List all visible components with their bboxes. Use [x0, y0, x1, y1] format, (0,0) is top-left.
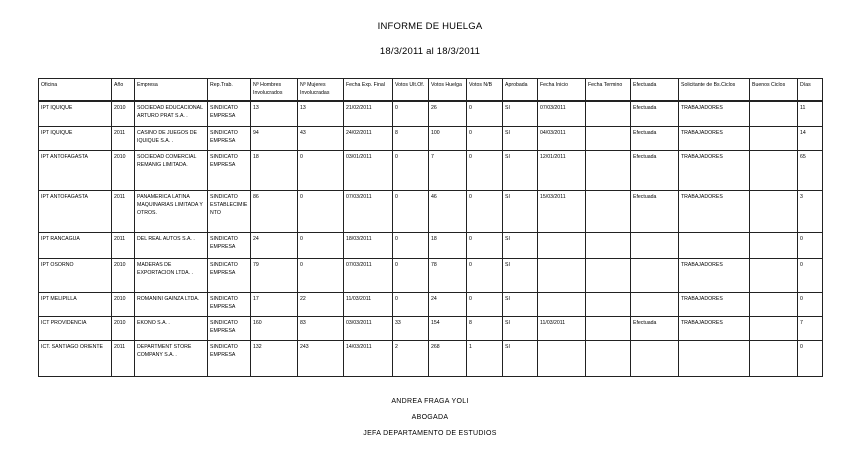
report-title: INFORME DE HUELGA: [377, 21, 483, 32]
table-cell: SINDICATO EMPRESA: [208, 340, 251, 376]
table-cell: 2010: [112, 101, 135, 126]
table-cell: IPT ANTOFAGASTA: [39, 150, 112, 190]
table-cell: 268: [429, 340, 467, 376]
table-cell: [631, 340, 679, 376]
table-row: [39, 126, 823, 150]
table-row: [39, 190, 823, 232]
table-cell: 0: [798, 258, 823, 292]
table-cell: Efectuada: [631, 316, 679, 340]
table-cell: 8: [467, 316, 503, 340]
table-cell: 0: [298, 150, 344, 190]
table-cell: [538, 258, 586, 292]
table-cell: 243: [298, 340, 344, 376]
table-cell: [538, 340, 586, 376]
table-cell: 2010: [112, 150, 135, 190]
table-cell: 11/03/2011: [538, 316, 586, 340]
table-cell: 13: [298, 101, 344, 126]
table-cell: TRABAJADORES: [679, 190, 750, 232]
table-cell: 83: [298, 316, 344, 340]
column-header: Buenos Ciclos: [750, 79, 798, 102]
table-cell: 11: [798, 101, 823, 126]
column-header: Fecha Exp. Final: [344, 79, 393, 102]
table-cell: 8: [393, 126, 429, 150]
table-cell: [679, 232, 750, 258]
column-header: Efectuada: [631, 79, 679, 102]
table-cell: SINDICATO EMPRESA: [208, 150, 251, 190]
table-cell: 07/03/2011: [538, 101, 586, 126]
table-cell: TRABAJADORES: [679, 316, 750, 340]
strike-report-table: [38, 78, 823, 377]
column-header: Fecha Termino: [586, 79, 631, 102]
table-cell: 46: [429, 190, 467, 232]
table-cell: [586, 258, 631, 292]
table-cell: 14/03/2011: [344, 340, 393, 376]
table-cell: [586, 316, 631, 340]
table-cell: [750, 258, 798, 292]
table-cell: Efectuada: [631, 101, 679, 126]
table-cell: 0: [393, 150, 429, 190]
table-cell: 2011: [112, 190, 135, 232]
table-cell: SI: [503, 316, 538, 340]
table-cell: MADERAS DE EXPORTACION LTDA. .: [135, 258, 208, 292]
table-cell: IPT IQUIQUE: [39, 126, 112, 150]
table-cell: ROMANINI GAINZA LTDA.: [135, 292, 208, 316]
table-cell: 0: [467, 101, 503, 126]
table-cell: 2011: [112, 340, 135, 376]
table-cell: Efectuada: [631, 150, 679, 190]
table-cell: SI: [503, 126, 538, 150]
column-header: Aprobada: [503, 79, 538, 102]
table-cell: 2: [393, 340, 429, 376]
table-cell: 04/03/2011: [538, 126, 586, 150]
column-header: Votos Huelga: [429, 79, 467, 102]
table-cell: IPT RANCAGUA: [39, 232, 112, 258]
signature-role: ABOGADA: [411, 414, 449, 421]
table-cell: [631, 258, 679, 292]
column-header: Votos N/B: [467, 79, 503, 102]
table-cell: SINDICATO EMPRESA: [208, 258, 251, 292]
table-cell: 11/03/2011: [344, 292, 393, 316]
table-row: [39, 316, 823, 340]
table-cell: SOCIEDAD EDUCACIONAL ARTURO PRAT S.A. .: [135, 101, 208, 126]
table-cell: 65: [798, 150, 823, 190]
table-row: [39, 101, 823, 126]
table-cell: 43: [298, 126, 344, 150]
table-cell: SINDICATO EMPRESA: [208, 292, 251, 316]
table-cell: 13: [251, 101, 298, 126]
table-cell: 03/03/2011: [344, 316, 393, 340]
table-cell: 160: [251, 316, 298, 340]
table-cell: 0: [467, 292, 503, 316]
table-cell: TRABAJADORES: [679, 258, 750, 292]
table-cell: 24: [251, 232, 298, 258]
table-cell: 0: [798, 292, 823, 316]
table-cell: 0: [467, 150, 503, 190]
table-cell: 24/02/2011: [344, 126, 393, 150]
table-cell: 0: [393, 101, 429, 126]
table-cell: 0: [298, 190, 344, 232]
table-cell: 1: [467, 340, 503, 376]
table-cell: [538, 292, 586, 316]
table-cell: [750, 340, 798, 376]
signature-department: JEFA DEPARTAMENTO DE ESTUDIOS: [363, 430, 497, 437]
table-row: [39, 150, 823, 190]
table-cell: 21/02/2011: [344, 101, 393, 126]
table-cell: Efectuada: [631, 190, 679, 232]
table-cell: 78: [429, 258, 467, 292]
table-cell: 0: [467, 258, 503, 292]
table-cell: SI: [503, 292, 538, 316]
table-cell: TRABAJADORES: [679, 126, 750, 150]
table-cell: [586, 340, 631, 376]
table-cell: [538, 232, 586, 258]
table-cell: 79: [251, 258, 298, 292]
table-cell: SINDICATO EMPRESA: [208, 232, 251, 258]
column-header: Empresa: [135, 79, 208, 102]
table-row: [39, 232, 823, 258]
table-cell: IPT IQUIQUE: [39, 101, 112, 126]
table-cell: SINDICATO EMPRESA: [208, 316, 251, 340]
table-cell: TRABAJADORES: [679, 150, 750, 190]
table-cell: [586, 190, 631, 232]
column-header: Solicitante de Bs.Ciclos: [679, 79, 750, 102]
table-cell: SINDICATO EMPRESA: [208, 101, 251, 126]
table-cell: [631, 292, 679, 316]
table-cell: 15/03/2011: [538, 190, 586, 232]
table-cell: [586, 101, 631, 126]
table-cell: SINDICATO ESTABLECIMIENTO: [208, 190, 251, 232]
table-cell: [750, 316, 798, 340]
table-cell: ICT. SANTIAGO ORIENTE: [39, 340, 112, 376]
table-cell: DEPARTMENT STORE COMPANY S.A. .: [135, 340, 208, 376]
column-header: Fecha Inicio: [538, 79, 586, 102]
table-cell: 0: [298, 232, 344, 258]
table-cell: 3: [798, 190, 823, 232]
table-cell: 132: [251, 340, 298, 376]
table-cell: 18: [251, 150, 298, 190]
column-header: Nº Mujeres Involucradas: [298, 79, 344, 102]
table-cell: 94: [251, 126, 298, 150]
table-cell: [750, 190, 798, 232]
table-cell: SOCIEDAD COMERCIAL REMANIG LIMITADA.: [135, 150, 208, 190]
table-cell: 2011: [112, 126, 135, 150]
table-cell: SINDICATO EMPRESA: [208, 126, 251, 150]
table-cell: PANAMERICA LATINA MAQUINARIAS LIMITADA Y OTROS.: [135, 190, 208, 232]
table-cell: 17: [251, 292, 298, 316]
table-row: [39, 340, 823, 376]
column-header: Días: [798, 79, 823, 102]
table-cell: SI: [503, 258, 538, 292]
table-cell: 0: [467, 232, 503, 258]
table-header-row: [39, 79, 823, 102]
table-cell: 0: [298, 258, 344, 292]
table-cell: 154: [429, 316, 467, 340]
table-cell: [586, 292, 631, 316]
table-cell: [586, 232, 631, 258]
table-row: [39, 292, 823, 316]
table-cell: [586, 150, 631, 190]
table-cell: Efectuada: [631, 126, 679, 150]
table-cell: [631, 232, 679, 258]
table-row: [39, 258, 823, 292]
table-cell: 18: [429, 232, 467, 258]
table-cell: 0: [393, 292, 429, 316]
column-header: Rep.Trab.: [208, 79, 251, 102]
table-cell: [586, 126, 631, 150]
table-cell: [750, 150, 798, 190]
table-cell: IPT OSORNO: [39, 258, 112, 292]
table-cell: [750, 292, 798, 316]
table-cell: [750, 101, 798, 126]
table-cell: SI: [503, 232, 538, 258]
table-cell: 0: [393, 258, 429, 292]
table-cell: 03/01/2011: [344, 150, 393, 190]
table-cell: SI: [503, 101, 538, 126]
report-date-range: 18/3/2011 al 18/3/2011: [379, 46, 481, 57]
table-cell: 2011: [112, 232, 135, 258]
table-cell: 0: [798, 232, 823, 258]
table-cell: [750, 126, 798, 150]
table-cell: EKONO S.A. .: [135, 316, 208, 340]
table-cell: 0: [467, 190, 503, 232]
table-cell: IPT ANTOFAGASTA: [39, 190, 112, 232]
table-cell: 14: [798, 126, 823, 150]
table-cell: 12/01/2011: [538, 150, 586, 190]
table-cell: 22: [298, 292, 344, 316]
table-cell: SI: [503, 340, 538, 376]
column-header: Nº Hombres Involucrados: [251, 79, 298, 102]
table-cell: 0: [798, 340, 823, 376]
table-cell: SI: [503, 150, 538, 190]
table-cell: 24: [429, 292, 467, 316]
table-cell: 18/03/2011: [344, 232, 393, 258]
table-cell: TRABAJADORES: [679, 101, 750, 126]
table-cell: SI: [503, 190, 538, 232]
table-cell: [679, 340, 750, 376]
table-cell: 2010: [112, 292, 135, 316]
table-cell: CASINO DE JUEGOS DE IQUIQUE S.A. .: [135, 126, 208, 150]
table-cell: 0: [393, 190, 429, 232]
table-cell: IPT MELIPILLA: [39, 292, 112, 316]
table-cell: 2010: [112, 316, 135, 340]
table-cell: 7: [429, 150, 467, 190]
table-cell: ICT PROVIDENCIA: [39, 316, 112, 340]
table-cell: DEL REAL AUTOS S.A. .: [135, 232, 208, 258]
table-cell: 0: [393, 232, 429, 258]
table-cell: 100: [429, 126, 467, 150]
column-header: Votos Ult.Of.: [393, 79, 429, 102]
table-cell: TRABAJADORES: [679, 292, 750, 316]
table-cell: 33: [393, 316, 429, 340]
table-cell: 2010: [112, 258, 135, 292]
table-cell: 0: [467, 126, 503, 150]
column-header: Año: [112, 79, 135, 102]
table-cell: 26: [429, 101, 467, 126]
table-cell: 07/03/2011: [344, 258, 393, 292]
table-cell: 07/03/2011: [344, 190, 393, 232]
column-header: Oficina: [39, 79, 112, 102]
table-cell: [750, 232, 798, 258]
table-cell: 7: [798, 316, 823, 340]
signature-name: ANDREA FRAGA YOLI: [391, 398, 469, 405]
table-cell: 86: [251, 190, 298, 232]
